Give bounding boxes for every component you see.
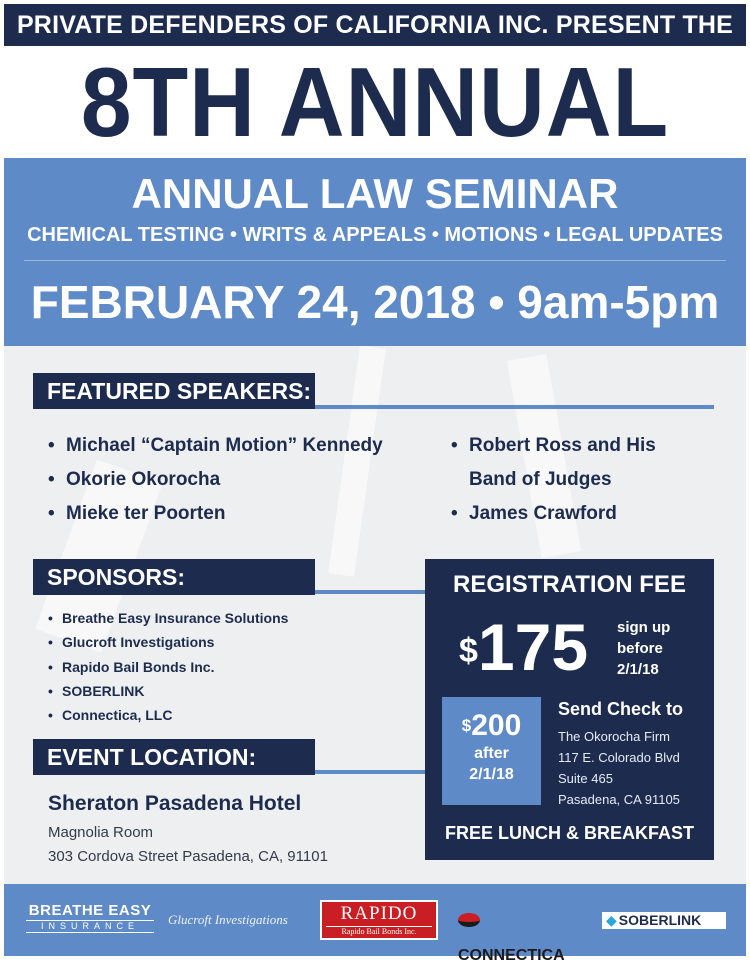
logo-text: CONNECTICA <box>458 947 565 960</box>
sponsor-item <box>48 609 288 627</box>
rapido-logo <box>320 900 438 940</box>
divider <box>315 770 425 774</box>
divider <box>315 590 425 594</box>
bullet: • <box>48 503 55 524</box>
venue-name: Sheraton Pasadena Hotel <box>48 792 302 815</box>
sponsor-item <box>48 658 214 676</box>
note-line: before <box>617 640 663 657</box>
bullet: • <box>48 469 55 490</box>
speaker-item <box>451 502 617 526</box>
logo-text: SOBERLINK <box>618 912 702 928</box>
sponsor-item <box>48 682 144 700</box>
registration-box <box>425 559 714 860</box>
speaker-name: Robert Ross and His <box>469 435 656 456</box>
speaker-item <box>48 468 220 492</box>
early-deadline-note <box>617 617 670 680</box>
soberlink-logo <box>602 912 726 929</box>
logo-text: RAPIDO <box>340 903 418 924</box>
sponsor-item <box>48 706 172 724</box>
note-line: sign up <box>617 619 671 636</box>
bullet: • <box>48 435 55 456</box>
send-check-title: Send Check to <box>558 699 684 719</box>
bullet: • <box>48 610 53 626</box>
sponsor-name: Rapido Bail Bonds Inc. <box>62 659 215 675</box>
sponsor-logo-bar <box>4 884 746 960</box>
venue-address: 303 Cordova Street Pasadena, CA, 91101 <box>48 848 328 865</box>
currency-symbol: $ <box>459 632 478 670</box>
seminar-title: ANNUAL LAW SEMINAR <box>131 170 619 217</box>
connectica-mark-icon <box>458 913 480 927</box>
mailing-address-line: 117 E. Colorado Blvd <box>558 750 680 765</box>
glucroft-logo: Glucroft Investigations <box>168 912 288 927</box>
speaker-name: Mieke ter Poorten <box>66 503 226 524</box>
speakers-heading: FEATURED SPEAKERS: <box>33 373 315 409</box>
speaker-name: Michael “Captain Motion” Kennedy <box>66 435 383 456</box>
speaker-name: James Crawford <box>469 503 617 524</box>
presenter-banner: PRIVATE DEFENDERS OF CALIFORNIA INC. PRESENT THE <box>4 4 746 46</box>
mailing-address-line: Suite 465 <box>558 771 613 786</box>
bullet: • <box>48 683 53 699</box>
sponsor-name: SOBERLINK <box>62 683 145 699</box>
logo-subtext: INSURANCE <box>26 920 154 933</box>
note-line: after <box>474 745 509 762</box>
sponsor-item <box>48 633 214 651</box>
mailing-address-line: The Okorocha Firm <box>558 729 670 744</box>
note-line: 2/1/18 <box>469 766 514 783</box>
speaker-name: Okorie Okorocha <box>66 469 221 490</box>
speaker-item <box>48 502 225 526</box>
early-price <box>459 607 588 687</box>
bullet: • <box>48 707 53 723</box>
early-price-value: 175 <box>477 610 589 684</box>
mailing-address-line: Pasadena, CA 91105 <box>558 792 680 807</box>
bullet: • <box>451 435 458 456</box>
divider <box>315 405 714 409</box>
bullet: • <box>48 634 53 650</box>
connectica-logo <box>458 902 590 960</box>
location-heading: EVENT LOCATION: <box>33 739 315 775</box>
free-meals-note: FREE LUNCH & BREAKFAST <box>444 823 694 843</box>
headline: 8TH ANNUAL <box>80 47 670 157</box>
seminar-topics: CHEMICAL TESTING • WRITS & APPEALS • MOTIONS • LEGAL UPDATES <box>27 224 723 246</box>
logo-text: BREATHE EASY <box>28 902 152 919</box>
seminar-band <box>4 158 746 346</box>
note-line: 2/1/18 <box>617 661 659 678</box>
speaker-item <box>451 434 656 458</box>
event-date-time: FEBRUARY 24, 2018 • 9am-5pm <box>30 276 720 328</box>
logo-subtext: Rapido Bail Bonds Inc. <box>326 926 432 937</box>
sponsors-heading: SPONSORS: <box>33 559 315 595</box>
breathe-easy-logo <box>26 902 154 938</box>
bullet: • <box>451 503 458 524</box>
speaker-name: Band of Judges <box>469 469 612 490</box>
background-figure <box>328 346 386 577</box>
soberlink-mark-icon: ◆ <box>606 912 617 928</box>
late-price <box>442 709 541 743</box>
venue-room: Magnolia Room <box>48 824 154 841</box>
speaker-item-continued <box>469 468 612 492</box>
divider <box>24 260 726 261</box>
bullet: • <box>48 659 53 675</box>
late-price-value: 200 <box>471 709 522 742</box>
currency-symbol: $ <box>461 716 472 735</box>
sponsor-name: Connectica, LLC <box>62 707 173 723</box>
registration-title: REGISTRATION FEE <box>453 571 686 598</box>
late-price-box <box>442 697 541 805</box>
sponsor-name: Breathe Easy Insurance Solutions <box>62 610 289 626</box>
speaker-item <box>48 434 383 458</box>
sponsor-name: Glucroft Investigations <box>62 634 215 650</box>
